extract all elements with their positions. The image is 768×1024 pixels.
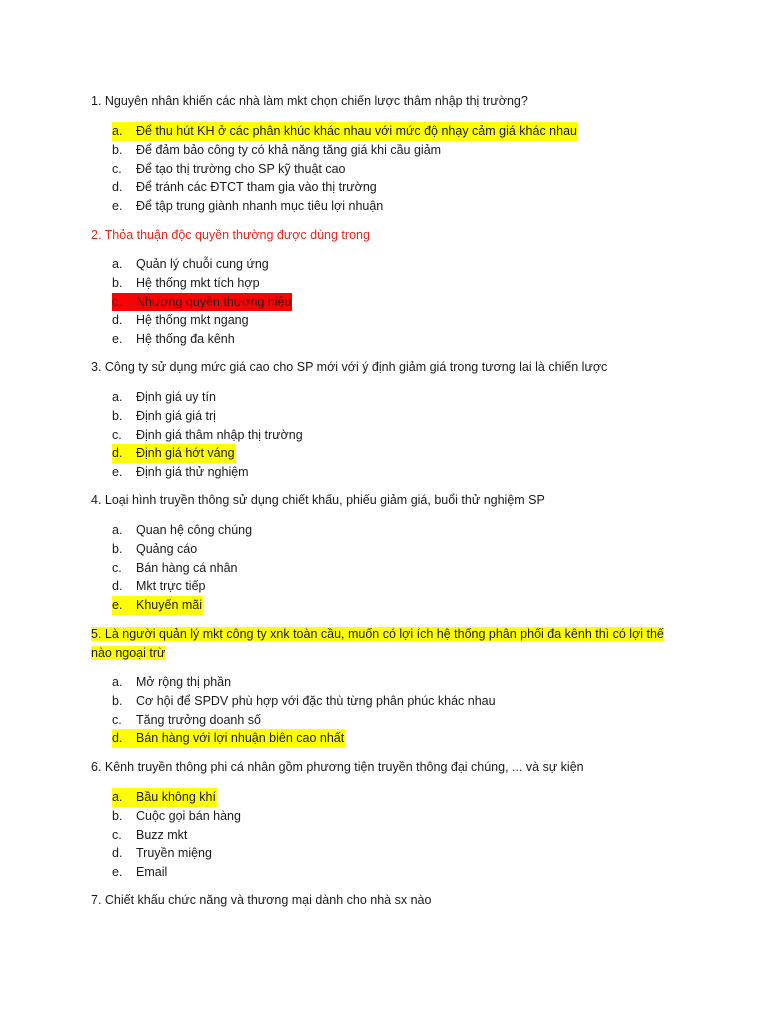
option-letter: c. bbox=[112, 560, 122, 575]
option-letter: e. bbox=[112, 332, 123, 347]
option-row bbox=[112, 274, 292, 293]
option-letter: c. bbox=[112, 712, 122, 727]
option-row bbox=[112, 863, 241, 882]
option-text: Khuyến mãi bbox=[136, 598, 203, 613]
option-letter: b. bbox=[112, 275, 123, 290]
option-text: Truyền miệng bbox=[136, 846, 212, 861]
option-row bbox=[112, 197, 578, 216]
option-row bbox=[112, 178, 578, 197]
option-letter: d. bbox=[112, 579, 123, 594]
option-text: Để tránh các ĐTCT tham gia vào thị trường bbox=[136, 180, 377, 195]
option-text: Quan hệ công chúng bbox=[136, 523, 253, 537]
option-text: Cơ hội để SPDV phù hợp với đặc thù từng phân phúc khác nhau bbox=[136, 693, 496, 708]
question-4-options bbox=[112, 521, 252, 615]
option-text: Bầu không khí bbox=[136, 790, 216, 804]
question-6-options bbox=[112, 788, 241, 882]
option-row bbox=[112, 711, 496, 730]
option-highlight bbox=[112, 122, 578, 141]
option-letter: b. bbox=[112, 142, 123, 157]
option-text: Hệ thống mkt tích hợp bbox=[136, 275, 260, 290]
option-letter: c. bbox=[112, 827, 122, 842]
option-letter: e. bbox=[112, 465, 123, 480]
option-text: Định giá hớt váng bbox=[136, 446, 235, 461]
option-row bbox=[112, 407, 303, 426]
option-highlight bbox=[112, 293, 292, 312]
option-letter: d. bbox=[112, 313, 123, 328]
option-row bbox=[112, 788, 241, 807]
question-2: 2. Thỏa thuận độc quyền thường được dùng trong bbox=[91, 228, 370, 242]
option-letter: a. bbox=[112, 257, 123, 271]
option-text: Định giá giá trị bbox=[136, 408, 216, 423]
option-letter: b. bbox=[112, 408, 123, 423]
option-row bbox=[112, 673, 496, 692]
option-text: Bán hàng cá nhân bbox=[136, 560, 238, 575]
option-letter: c. bbox=[112, 161, 122, 176]
option-letter: d. bbox=[112, 846, 123, 861]
option-text: Để tạo thị trường cho SP kỹ thuật cao bbox=[136, 161, 346, 176]
option-row bbox=[112, 844, 241, 863]
option-letter: a. bbox=[112, 790, 123, 804]
option-letter: d. bbox=[112, 446, 123, 461]
option-text: Bán hàng với lợi nhuận biên cao nhất bbox=[136, 731, 345, 746]
option-text: Quản lý chuỗi cung ứng bbox=[136, 257, 269, 271]
option-row bbox=[112, 729, 496, 748]
option-row bbox=[112, 692, 496, 711]
option-text: Để đảm bảo công ty có khả năng tăng giá khi cầu giảm bbox=[136, 142, 442, 157]
question-4: 4. Loại hình truyền thông sử dụng chiết khấu, phiếu giảm giá, buổi thử nghiệm SP bbox=[91, 493, 545, 507]
option-text: Mở rộng thị phần bbox=[136, 675, 232, 689]
option-text: Buzz mkt bbox=[136, 827, 188, 842]
option-row bbox=[112, 141, 578, 160]
option-text: Định giá thâm nhập thị trường bbox=[136, 427, 303, 442]
option-highlight bbox=[112, 788, 217, 807]
option-text: Tăng trưởng doanh số bbox=[136, 712, 261, 727]
question-5-options bbox=[112, 673, 496, 748]
option-letter: a. bbox=[112, 523, 123, 537]
option-row bbox=[112, 160, 578, 179]
question-3-options bbox=[112, 388, 303, 482]
option-letter: a. bbox=[112, 675, 123, 689]
question-3: 3. Công ty sử dụng mức giá cao cho SP mới với ý định giảm giá trong tương lai là chiến lược bbox=[91, 360, 608, 374]
option-letter: e. bbox=[112, 865, 123, 880]
option-letter: b. bbox=[112, 541, 123, 556]
option-letter: e. bbox=[112, 598, 123, 613]
question-6: 6. Kênh truyền thông phi cá nhân gồm phương tiện truyền thông đại chúng, ... và sự kiện bbox=[91, 760, 584, 774]
option-text: Định giá thử nghiệm bbox=[136, 465, 249, 480]
option-text: Hệ thống đa kênh bbox=[136, 332, 235, 347]
option-text: Cuộc gọi bán hàng bbox=[136, 808, 241, 823]
question-1: 1. Nguyên nhân khiến các nhà làm mkt chọn chiến lược thâm nhập thị trường? bbox=[91, 94, 528, 108]
option-letter: b. bbox=[112, 693, 123, 708]
option-letter: d. bbox=[112, 180, 123, 195]
option-row bbox=[112, 540, 252, 559]
option-row bbox=[112, 521, 252, 540]
option-highlight bbox=[112, 444, 236, 463]
option-text: Mkt trực tiếp bbox=[136, 579, 206, 594]
option-letter: e. bbox=[112, 199, 123, 214]
option-row bbox=[112, 388, 303, 407]
option-letter: c. bbox=[112, 427, 122, 442]
option-row bbox=[112, 330, 292, 349]
option-row bbox=[112, 122, 578, 141]
option-row bbox=[112, 577, 252, 596]
option-text: Email bbox=[136, 865, 168, 880]
option-row bbox=[112, 426, 303, 445]
option-row bbox=[112, 311, 292, 330]
option-letter: d. bbox=[112, 731, 123, 746]
question-2-options bbox=[112, 255, 292, 349]
option-text: Để thu hút KH ở các phân khúc khác nhau với mức độ nhạy cảm giá khác nhau bbox=[136, 124, 577, 138]
option-row bbox=[112, 444, 303, 463]
option-text: Định giá uy tín bbox=[136, 390, 216, 404]
option-highlight bbox=[112, 729, 345, 748]
option-text: Để tập trung giành nhanh mục tiêu lợi nhuận bbox=[136, 199, 384, 214]
option-row bbox=[112, 255, 292, 274]
option-letter: b. bbox=[112, 808, 123, 823]
question-1-options bbox=[112, 122, 578, 216]
option-row bbox=[112, 596, 252, 615]
option-text: Hệ thống mkt ngang bbox=[136, 313, 249, 328]
option-letter: a. bbox=[112, 390, 123, 404]
question-5-line-2: nào ngoại trừ bbox=[91, 646, 166, 660]
option-text: Quảng cáo bbox=[136, 541, 198, 556]
option-text: Nhượng quyền thương hiệu bbox=[136, 294, 292, 309]
question-5 bbox=[91, 625, 681, 663]
option-highlight bbox=[112, 596, 203, 615]
question-7: 7. Chiết khấu chức năng và thương mại dành cho nhà sx nào bbox=[91, 893, 432, 907]
option-letter: c. bbox=[112, 294, 122, 309]
option-row bbox=[112, 463, 303, 482]
option-row bbox=[112, 559, 252, 578]
option-row bbox=[112, 826, 241, 845]
option-row bbox=[112, 293, 292, 312]
question-5-line-1: 5. Là người quản lý mkt công ty xnk toàn cầu, muốn có lợi ích hệ thống phân phối đa kênh thì có lợi thế bbox=[91, 627, 664, 641]
option-letter: a. bbox=[112, 124, 123, 138]
option-row bbox=[112, 807, 241, 826]
